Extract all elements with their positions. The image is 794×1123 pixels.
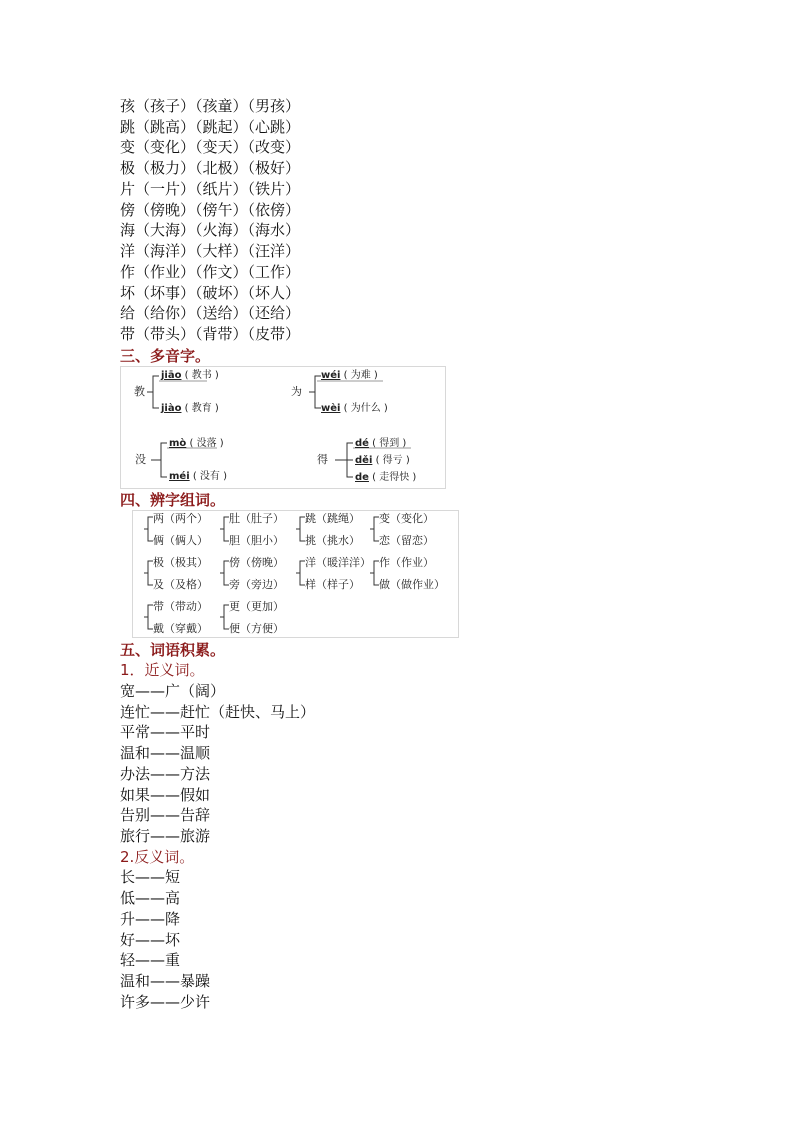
example-word: ( 教育 ): [184, 403, 219, 414]
synonym-line: 告别——告辞: [120, 806, 211, 824]
word-pair-item: 作（作业）: [379, 556, 434, 569]
word-line: 洋（海洋）（大样）（汪洋）: [120, 242, 301, 260]
pinyin-entry: [321, 370, 378, 382]
antonym-line: 长——短: [120, 868, 181, 886]
antonyms-title: 2.反义词。: [120, 848, 195, 866]
word-line: 坏（坏事）（破坏）（坏人）: [120, 284, 301, 302]
pinyin-entry: [355, 455, 410, 467]
antonym-line: 低——高: [120, 889, 181, 907]
synonym-line: 旅行——旅游: [120, 827, 211, 845]
antonym-line: 升——降: [120, 910, 181, 928]
word-pair-item: 肚（肚子）: [229, 512, 284, 525]
section-heading-vocabulary: 五、词语积累。: [120, 641, 226, 659]
pinyin-entry: [161, 403, 219, 415]
pinyin: děi: [355, 455, 373, 466]
pinyin: de: [355, 472, 369, 483]
synonym-line: 温和——温顺: [120, 744, 211, 762]
polyphonic-char: 为: [291, 385, 302, 398]
synonym-line: 平常——平时: [120, 723, 211, 741]
distinguish-figure: [132, 510, 459, 638]
pinyin-entry: [355, 438, 406, 450]
antonym-line: 温和——暴躁: [120, 972, 211, 990]
word-pair-item: 挑（挑水）: [305, 534, 360, 547]
word-pair-item: 旁（旁边）: [229, 578, 284, 591]
word-line: 海（大海）（火海）（海水）: [120, 221, 301, 239]
word-line: 傍（傍晚）（傍午）（依傍）: [120, 201, 301, 219]
synonym-line: 宽——广（阔）: [120, 682, 226, 700]
word-pair-item: 变（变化）: [379, 512, 434, 525]
pinyin-entry: [355, 472, 416, 484]
pinyin: jiāo: [161, 370, 182, 381]
word-line: 给（给你）（送给）（还给）: [120, 304, 301, 322]
synonyms-title: 1．近义词。: [120, 661, 205, 679]
synonym-line: 连忙——赶忙（赶快、马上）: [120, 703, 316, 721]
pinyin-entry: [321, 403, 388, 415]
synonym-line: 办法——方法: [120, 765, 211, 783]
word-pair-item: 及（及格）: [153, 578, 208, 591]
antonym-line: 许多——少许: [120, 993, 211, 1011]
word-pair-item: 洋（暖洋洋）: [305, 556, 371, 569]
pinyin-entry: [161, 370, 219, 382]
word-line: 带（带头）（背带）（皮带）: [120, 325, 301, 343]
word-pair-item: 俩（俩人）: [153, 534, 208, 547]
pinyin-entry: [169, 438, 224, 450]
pinyin: wèi: [321, 403, 341, 414]
word-pair-item: 两（两个）: [153, 512, 208, 525]
section-heading-distinguish: 四、辨字组词。: [120, 491, 226, 509]
example-word: ( 教书 ): [184, 370, 219, 381]
antonym-line: 轻——重: [120, 951, 181, 969]
example-word: ( 得到 ): [372, 438, 407, 449]
polyphonic-char: 得: [317, 453, 328, 466]
pinyin-entry: [169, 471, 227, 483]
word-pair-item: 更（更加）: [229, 600, 284, 613]
synonym-line: 如果——假如: [120, 786, 211, 804]
word-line: 极（极力）（北极）（极好）: [120, 159, 301, 177]
pinyin: méi: [169, 471, 190, 482]
word-pair-item: 跳（跳绳）: [305, 512, 360, 525]
example-word: ( 为难 ): [343, 370, 378, 381]
example-word: ( 没有 ): [192, 471, 227, 482]
pinyin: dé: [355, 438, 369, 449]
bracket-lines: [121, 367, 445, 488]
word-pair-item: 傍（傍晚）: [229, 556, 284, 569]
word-pair-item: 胆（胆小）: [229, 534, 284, 547]
section-heading-polyphonic: 三、多音字。: [120, 347, 211, 365]
polyphonic-char: 没: [135, 453, 146, 466]
bracket-lines: [133, 511, 458, 637]
word-line: 跳（跳高）（跳起）（心跳）: [120, 118, 301, 136]
example-word: ( 为什么 ): [343, 403, 388, 414]
polyphonic-figure: [120, 366, 446, 489]
word-pair-item: 便（方便）: [229, 622, 284, 635]
word-line: 孩（孩子）（孩童）（男孩）: [120, 97, 301, 115]
polyphonic-char: 教: [134, 385, 145, 398]
example-word: ( 没落 ): [189, 438, 224, 449]
example-word: ( 走得快 ): [372, 472, 417, 483]
pinyin: jiào: [161, 403, 182, 414]
pinyin: mò: [169, 438, 187, 449]
word-pair-item: 样（样子）: [305, 578, 360, 591]
word-pair-item: 做（做作业）: [379, 578, 445, 591]
word-line: 片（一片）（纸片）（铁片）: [120, 180, 301, 198]
antonym-line: 好——坏: [120, 931, 181, 949]
example-word: ( 得亏 ): [375, 455, 410, 466]
pinyin: wéi: [321, 370, 341, 381]
word-line: 变（变化）（变天）（改变）: [120, 138, 301, 156]
word-line: 作（作业）（作文）（工作）: [120, 263, 301, 281]
word-pair-item: 极（极其）: [153, 556, 208, 569]
word-pair-item: 戴（穿戴）: [153, 622, 208, 635]
word-pair-item: 恋（留恋）: [379, 534, 434, 547]
word-pair-item: 带（带动）: [153, 600, 208, 613]
